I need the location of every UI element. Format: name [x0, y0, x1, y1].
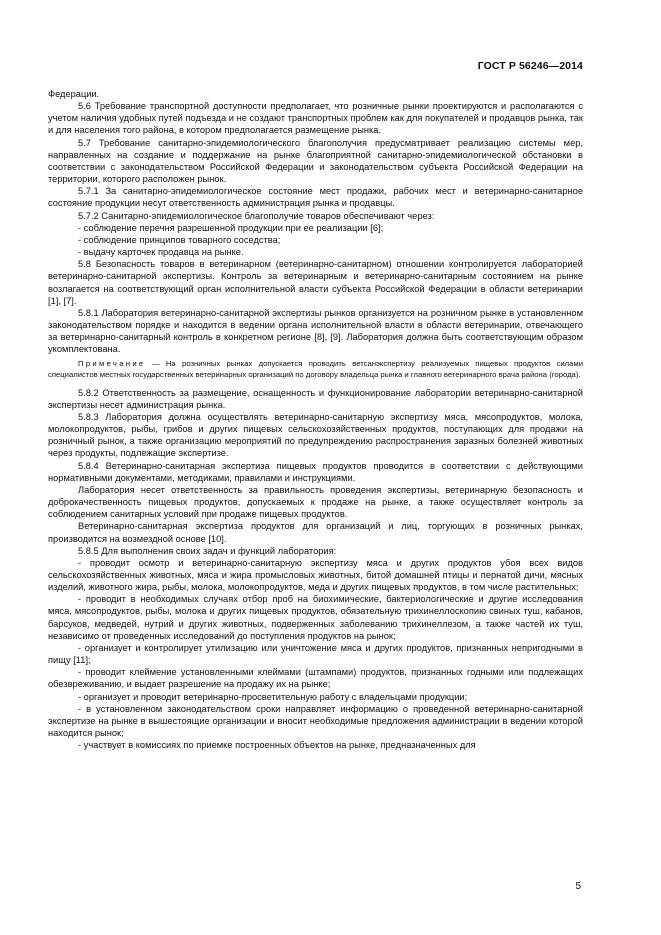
list-item: - участвует в комиссиях по приемке построенных объектов на рынке, предназначенных для — [78, 740, 476, 751]
paragraph-5-8-2: 5.8.2 Ответственность за размещение, оснащенность и функционирование лаборатории ветеринарно-санитарной экспертизы несет администрация рынка. — [48, 387, 583, 410]
paragraph-5-7-1: 5.7.1 За санитарно-эпидемиологическое состояние мест продажи, рабочих мест и ветеринарно-санитарное состояние продукции несут ответственность администрация рынка и продавцы. — [48, 186, 583, 209]
paragraph: Федерации. — [48, 89, 100, 99]
list-item: - организует и проводит ветеринарно-просветительную работу с владельцами продукции; — [78, 691, 468, 702]
list-item: - соблюдение принципов товарного соседства; — [78, 234, 281, 245]
document-body — [48, 88, 583, 751]
list-item: - соблюдение перечня разрешенной продукции при ее реализации [6]; — [78, 222, 384, 233]
paragraph-5-8-4: 5.8.4 Ветеринарно-санитарная экспертиза пищевых продуктов проводится в соответствии с действующими нормативными документами, методиками, правилами и инструкциями. — [48, 460, 583, 483]
list-item: - организует и контролирует утилизацию или уничтожение мяса и других продуктов, признанных непригодными в пищу [11]; — [48, 642, 583, 666]
paragraph-5-6: 5.6 Требование транспортной доступности предполагает, что розничные рынки проектируются и располагаются с учетом наличия удобных путей подъезда и не создают транспортных проблем как для покупателей и продавцов рынка, так и для населения того района, в котором предполагается размещение рынка. — [48, 101, 583, 136]
note-label: Примечание — [78, 359, 146, 369]
page-number: 5 — [575, 881, 581, 892]
paragraph-5-8-3: 5.8.3 Лаборатория должна осуществлять ветеринарно-санитарную экспертизу мяса, мясопродуктов, молока, молокопродуктов, рыбы, грибов и других пищевых сельскохозяйственных продуктов, поступающих для продажи на розничный рынок, а также организацию мероприятий по предупреждению распространения заразных болезней животных через продукты, подлежащие экспертизе. — [48, 411, 583, 459]
document-header: ГОСТ Р 56246—2014 — [477, 60, 583, 72]
paragraph: Ветеринарно-санитарная экспертиза продуктов для организаций и лиц, торгующих в розничных рынках, производится на возмездной основе [10]. — [48, 521, 583, 544]
paragraph-5-7-2: 5.7.2 Санитарно-эпидемиологическое благополучие товаров обеспечивают через: — [78, 210, 435, 221]
list-item: - выдачу карточек продавца на рынке. — [78, 247, 244, 258]
paragraph-5-8-1: 5.8.1 Лаборатория ветеринарно-санитарной экспертизы рынков организуется на розничном рынке в установленном законодательством порядке и находится в ведении органа исполнительной власти в области ветеринарии, отвечающего за ветеринарно-санитарный контроль в конкретном регионе [8], [9]. Лаборатория должна быть соответствующим образом укомплектована. — [48, 307, 583, 355]
paragraph-5-7: 5.7 Требование санитарно-эпидемиологического благополучия предусматривает реализацию системы мер, направленных на создание и поддержание на рынке благоприятной санитарно-эпидемиологической обстановки в соответствии с законодательством Российской Федерации и законодательством субъекта Российской Федерации на территории, которого расположен рынок. — [48, 137, 583, 185]
paragraph: Лаборатория несет ответственность за правильность проведения экспертизы, ветеринарную безопасность и доброкачественность пищевых продуктов, допускаемых к продаже на рынке, а также осуществляет контроль за соблюдением санитарных условий при продаже пищевых продуктов. — [48, 484, 583, 520]
paragraph-5-8: 5.8 Безопасность товаров в ветеринарном (ветеринарно-санитарном) отношении контролируется лабораторией ветеринарно-санитарной экспертизы. Контроль за ветеринарным и ветеринарно-санитарным состоянием на рынке возлагается на соответствующий орган исполнительной власти субъекта Российской Федерации в области ветеринарии [1], [7]. — [48, 259, 583, 306]
list-item: - проводит осмотр и ветеринарно-санитарную экспертизу мяса и других продуктов убоя всех видов сельскохозяйственных животных, мяса и жира промысловых животных, битой домашней птицы и пернатой дичи, мясных изделий, животного жира, рыбы, молока, молокопродуктов, меда и других пищевых продуктов, в том числе растительных; — [48, 557, 583, 593]
note — [48, 359, 583, 380]
list-item: - проводит клеймение установленными клеймами (штампами) продуктов, признанных годными или подлежащих обезвреживанию, и выдает разрешение на продажу их на рынке; — [48, 667, 583, 690]
list-item: - в установленном законодательством сроки направляет информацию о проведенной ветеринарно-санитарной экспертизе на рынке в вышестоящие организации и вносит необходимые предложения администрации в ведении которой находится рынок; — [48, 703, 583, 738]
note-text: — На розничных рынках допускается проводить ветсанэкспертизу реализуемых пищевых продуктов силами специалистов местных государственных ветеринарных организаций по договору владельца рынка и главного ветеринарного врача района (города). — [48, 359, 583, 380]
paragraph-5-8-5: 5.8.5 Для выполнения своих задач и функций лаборатория: — [78, 545, 337, 556]
list-item: - проводит в необходимых случаях отбор проб на биохимические, бактериологические и другие исследования мяса, мясопродуктов, рыбы, молока и других пищевых продуктов, обязательную трихинеллоскопию свиных туш, кабанов, барсуков, медведей, нутрий и других животных, подверженных заболеванию трихинеллезом, а также частей их туш, независимо от проведенных исследований до поступления продуктов на рынок; — [48, 594, 583, 641]
